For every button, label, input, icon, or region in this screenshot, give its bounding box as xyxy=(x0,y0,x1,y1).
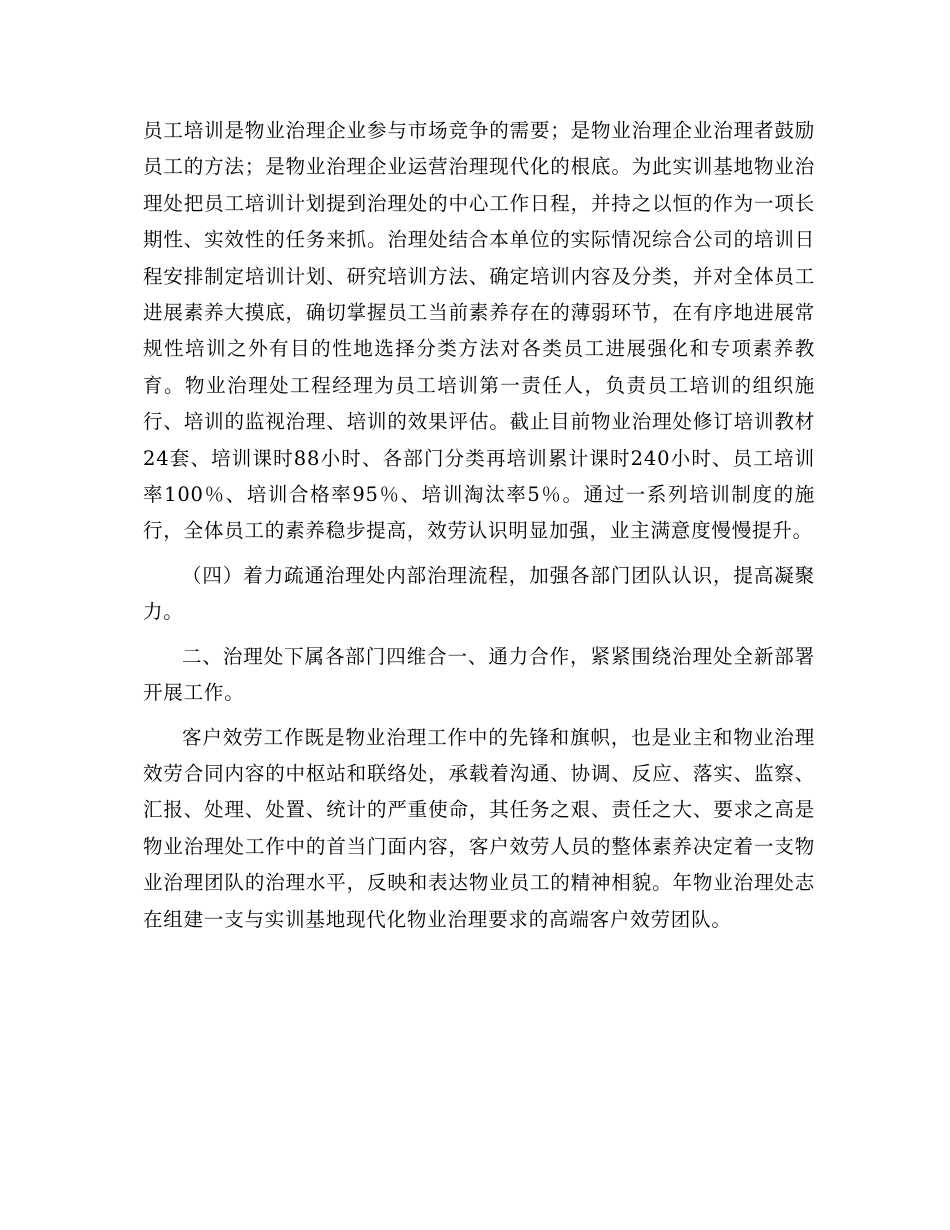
paragraph-section-two-heading: 二、治理处下属各部门四维合一、通力合作，紧紧围绕治理处全新部署开展工作。 xyxy=(143,644,815,705)
document-body xyxy=(143,113,815,938)
paragraph-customer-service: 客户效劳工作既是物业治理工作中的先锋和旗帜，也是业主和物业治理效劳合同内容的中枢站和联络处，承载着沟通、协调、反应、落实、监察、汇报、处理、处置、统计的严重使命，其任务之艰、责任之大、要求之高是物业治理处工作中的首当门面内容，客户效劳人员的整体素养决定着一支物业治理团队的治理水平，反映和表达物业员工的精神相貌。年物业治理处志在组建一支与实训基地现代化物业治理要求的高端客户效劳团队。 xyxy=(143,725,815,931)
paragraph-section-four-heading: （四）着力疏通治理处内部治理流程，加强各部门团队认识，提高凝聚力。 xyxy=(143,563,815,624)
paragraph-staff-training: 员工培训是物业治理企业参与市场竞争的需要；是物业治理企业治理者鼓励员工的方法；是物业治理企业运营治理现代化的根底。为此实训基地物业治理处把员工培训计划提到治理处的中心工作日程，并持之以恒的作为一项长期性、实效性的任务来抓。治理处结合本单位的实际情况综合公司的培训日程安排制定培训计划、研究培训方法、确定培训内容及分类，并对全体员工进展素养大摸底，确切掌握员工当前素养存在的薄弱环节，在有序地进展常规性培训之外有目的性地选择分类方法对各类员工进展强化和专项素养教育。物业治理处工程经理为员工培训第一责任人，负责员工培训的组织施行、培训的监视治理、培训的效果评估。截止目前物业治理处修订培训教材24套、培训课时88小时、各部门分类再培训累计课时240小时、员工培训率100％、培训合格率95％、培训淘汰率5％。通过一系列培训制度的施行，全体员工的素养稳步提高，效劳认识明显加强，业主满意度慢慢提升。 xyxy=(143,119,815,543)
